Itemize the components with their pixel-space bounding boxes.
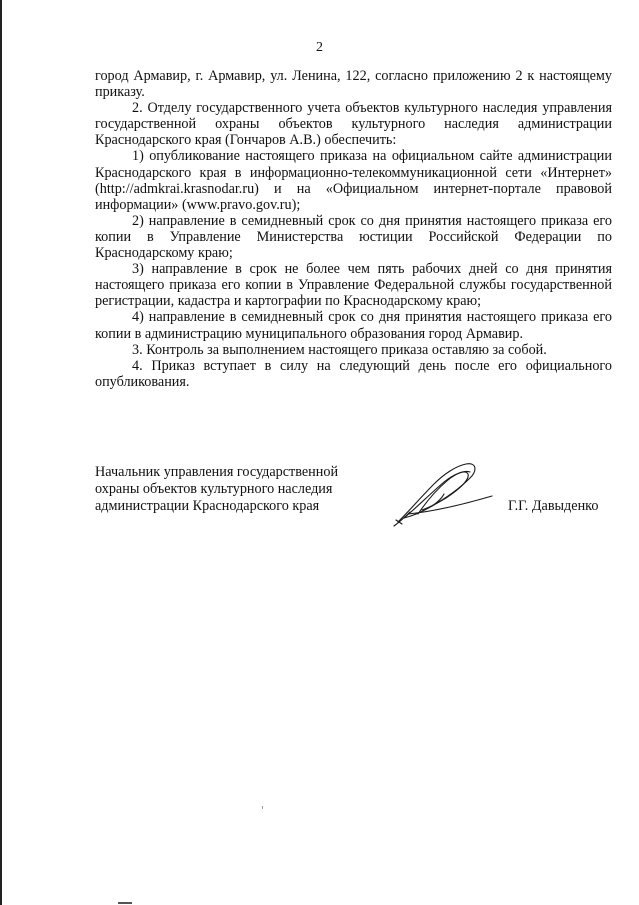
paragraph-item-3: 3. Контроль за выполнением настоящего приказа оставляю за собой. <box>132 341 547 358</box>
scan-artifact <box>262 806 263 809</box>
paragraph-subitem-1: 1) опубликование настоящего приказа на официальном сайте администрации Краснодарского края в информационно-телекоммуникационной сети «Интернет» (http://admkrai.krasnodar.ru) и на «Официальном интернет-портале правовой информации» (www.pravo.gov.ru); <box>95 148 612 213</box>
paragraph-item-4: 4. Приказ вступает в силу на следующий день после его официального опубликования. <box>95 357 612 390</box>
paragraph-subitem-3: 3) направление в срок не более чем пять рабочих дней со дня принятия настоящего приказа его копии в Управление Федеральной службы государственной регистрации, кадастра и картографии по Краснодарскому краю; <box>95 261 612 310</box>
signatory-position <box>95 464 385 515</box>
paragraph-item-2: 2. Отделу государственного учета объектов культурного наследия управления государственной охраны объектов культурного наследия администрации Краснодарского края (Гончаров А.В.) обеспечить: <box>95 100 612 149</box>
page-number: 2 <box>316 40 323 55</box>
handwritten-signature <box>388 458 506 530</box>
signatory-name: Г.Г. Давыденко <box>508 498 599 514</box>
paragraph-continuation: город Армавир, г. Армавир, ул. Ленина, 122, согласно приложению 2 к настоящему приказу. <box>95 68 612 101</box>
scan-edge-line <box>0 0 2 905</box>
paragraph-subitem-2: 2) направление в семидневный срок со дня принятия настоящего приказа его копии в Управление Министерства юстиции Российской Федерации по Краснодарскому краю; <box>95 212 612 262</box>
signatory-position-line: администрации Краснодарского края <box>95 498 320 514</box>
document-body <box>95 68 612 390</box>
paragraph-subitem-4: 4) направление в семидневный срок со дня принятия настоящего приказа его копии в администрацию муниципального образования город Армавир. <box>95 309 612 342</box>
scan-artifact <box>118 902 132 904</box>
signatory-position-line: Начальник управления государственной <box>95 464 339 480</box>
signatory-position-line: охраны объектов культурного наследия <box>95 481 333 497</box>
